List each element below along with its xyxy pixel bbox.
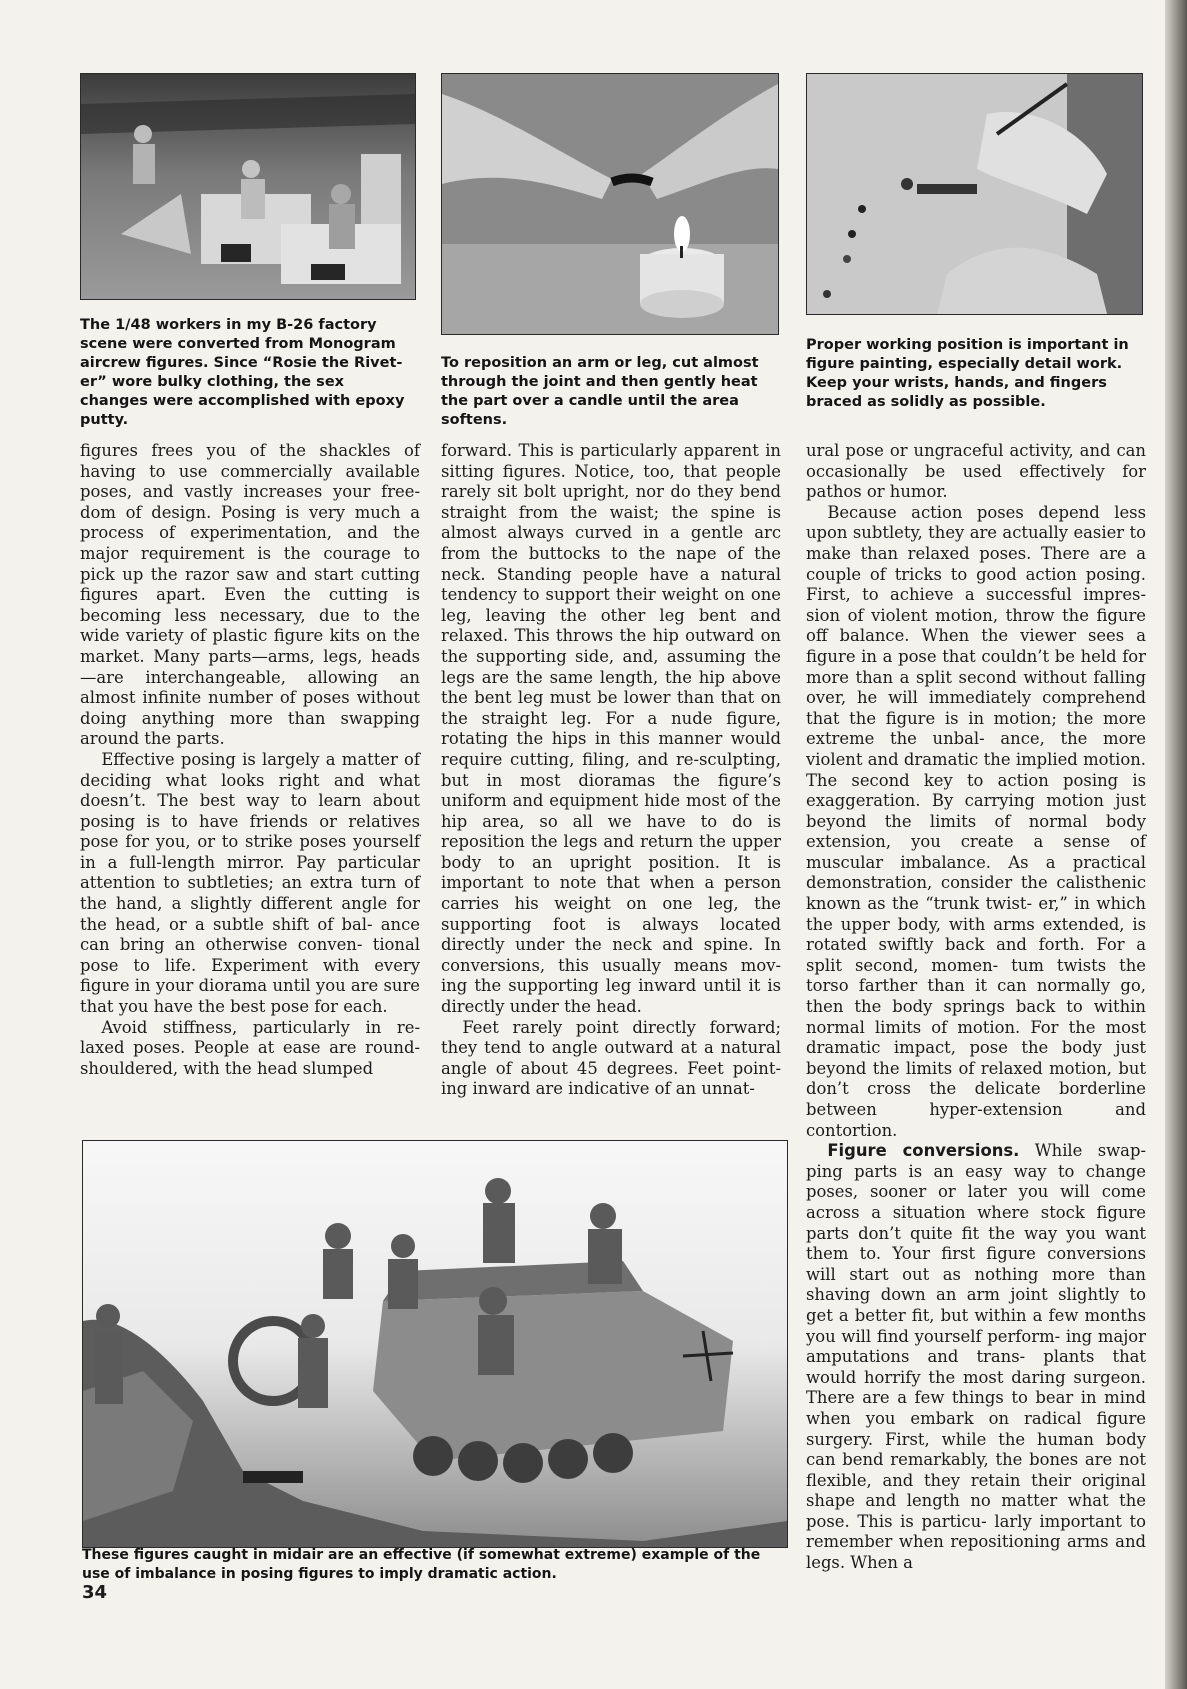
paragraph: ural pose or ungraceful activity, and can occasionally be used effectively for pathos or humor. bbox=[806, 441, 1146, 502]
paragraph: Because action poses depend less upon subtlety, they are actually easier to make than relaxed poses. There are a couple of tricks to good action posing. First, to achieve a successful impres- sion of violent motion, throw the figure off balance. When the viewer sees a figure in a pose that couldn’t be held for more than a split second without falling over, he will immediately comprehend that the figure is in motion; the more extreme the unbal- ance, the more violent and dramatic the implied motion. The second key to action posing is exaggeration. By carrying motion just beyond the limits of normal body extension, you create a sense of muscular imbalance. As a practical demonstration, consider the calisthenic known as the “trunk twist- er,” in which the upper body, with arms extended, is rotated swiftly back and forth. For a split second, momen- tum twists the torso farther than it can normally go, then the body springs back to within normal limits of motion. For the most dramatic impact, pose the body just beyond the limits of relaxed motion, but don’t cross the delicate borderline between hyper-extension and contortion. bbox=[806, 502, 1146, 1140]
paragraph: Avoid stiffness, particularly in re- laxed poses. People at ease are round- shouldered, with the head slumped bbox=[80, 1017, 420, 1078]
caption-figure-painting: Proper working position is important in figure painting, especially detail work. Keep your wrists, hands, and fingers braced as solidly as possible. bbox=[806, 337, 1129, 410]
text-column-2 bbox=[441, 441, 781, 1100]
paragraph: figures frees you of the shackles of having to use commercially available poses, and vastly increases your free- dom of design. Posing is very much a process of experimentation, and the major requirement is the courage to pick up the razor saw and start cutting figures apart. Even the cutting is becoming less necessary, due to the wide variety of plastic figure kits on the market. Many parts—arms, legs, heads—are interchangeable, allowing an almost infinite number of poses without doing anything more than swapping around the parts. bbox=[80, 441, 420, 749]
halftrack-image bbox=[83, 1141, 787, 1547]
paragraph: forward. This is particularly apparent in sitting figures. Notice, too, that people rarely sit bolt upright, nor do they bend straight from the waist; the spine is almost always curved in a gentle arc from the buttocks to the nape of the neck. Standing people have a natural tendency to support their weight on one leg, leaving the other leg bent and relaxed. This throws the hip outward on the supporting side, and, assuming the legs are the same length, the hip above the bent leg must be lower than that on the straight leg. For a nude figure, rotating the hips in this manner would require cutting, filing, and re-sculpting, but in most dioramas the figure’s uniform and equipment hide most of the hip area, so all we have to do is reposition the legs and return the upper body to an upright position. It is important to note that when a person carries his weight on one leg, the supporting foot is always located directly under the neck and spine. In conversions, this usually means mov- ing the supporting leg inward until it is directly under the head. bbox=[441, 441, 781, 1017]
photo-halftrack-diorama bbox=[82, 1140, 788, 1548]
paragraph bbox=[806, 1141, 1146, 1573]
caption-halftrack-diorama: These figures caught in midair are an effective (if somewhat extreme) example of the use of imbalance in posing figures to imply dramatic action. bbox=[82, 1547, 761, 1582]
painting-image bbox=[807, 74, 1142, 314]
text-column-3 bbox=[806, 441, 1146, 1574]
factory-workers-image bbox=[81, 74, 415, 299]
section-heading: Figure conversions. bbox=[827, 1141, 1020, 1161]
photo-candle-joint bbox=[441, 73, 779, 335]
text-column-1 bbox=[80, 441, 420, 1079]
page-binding-edge bbox=[1165, 0, 1187, 1689]
candle-image bbox=[442, 74, 778, 334]
paragraph: Feet rarely point directly forward; they tend to angle outward at a natural angle of about 45 degrees. Feet point- ing inward are indicative of an unnat- bbox=[441, 1017, 781, 1099]
photo-figure-painting bbox=[806, 73, 1143, 315]
caption-factory-workers: The 1/48 workers in my B-26 factory scene were converted from Monogram aircrew figures. Since “Rosie the Rivet- er” wore bulky clothing, the sex changes were accomplished with epoxy putty. bbox=[80, 317, 405, 428]
photo-factory-workers bbox=[80, 73, 416, 300]
paragraph: Effective posing is largely a matter of deciding what looks right and what doesn’t. The best way to learn about posing is to have friends or relatives pose for you, or to strike poses yourself in a full-length mirror. Pay particular attention to subtleties; an extra turn of the hand, a slightly different angle for the head, or a subtle shift of bal- ance can bring an otherwise conven- tional pose to life. Experiment with every figure in your diorama until you are sure that you have the best pose for each. bbox=[80, 749, 420, 1017]
paragraph-text: While swap- ping parts is an easy way to change poses, sooner or later you will come across a situation where stock figure parts don’t quite fit the way you want them to. Your first figure conversions will start out as nothing more than shaving down an arm joint slightly to get a better fit, but within a few months you will find yourself perform- ing major amputations and trans- plants that would horrify the most daring surgeon. There are a few things to bear in mind when you embark on radical figure surgery. First, while the human body can bend remarkably, the bones are not flexible, and they retain their original shape and length no matter what the pose. This is particu- larly important to remember when repositioning arms and legs. When a bbox=[806, 1141, 1146, 1573]
page-number: 34 bbox=[82, 1582, 108, 1603]
caption-candle-joint: To reposition an arm or leg, cut almost through the joint and then gently heat the part over a candle until the area softens. bbox=[441, 355, 759, 428]
